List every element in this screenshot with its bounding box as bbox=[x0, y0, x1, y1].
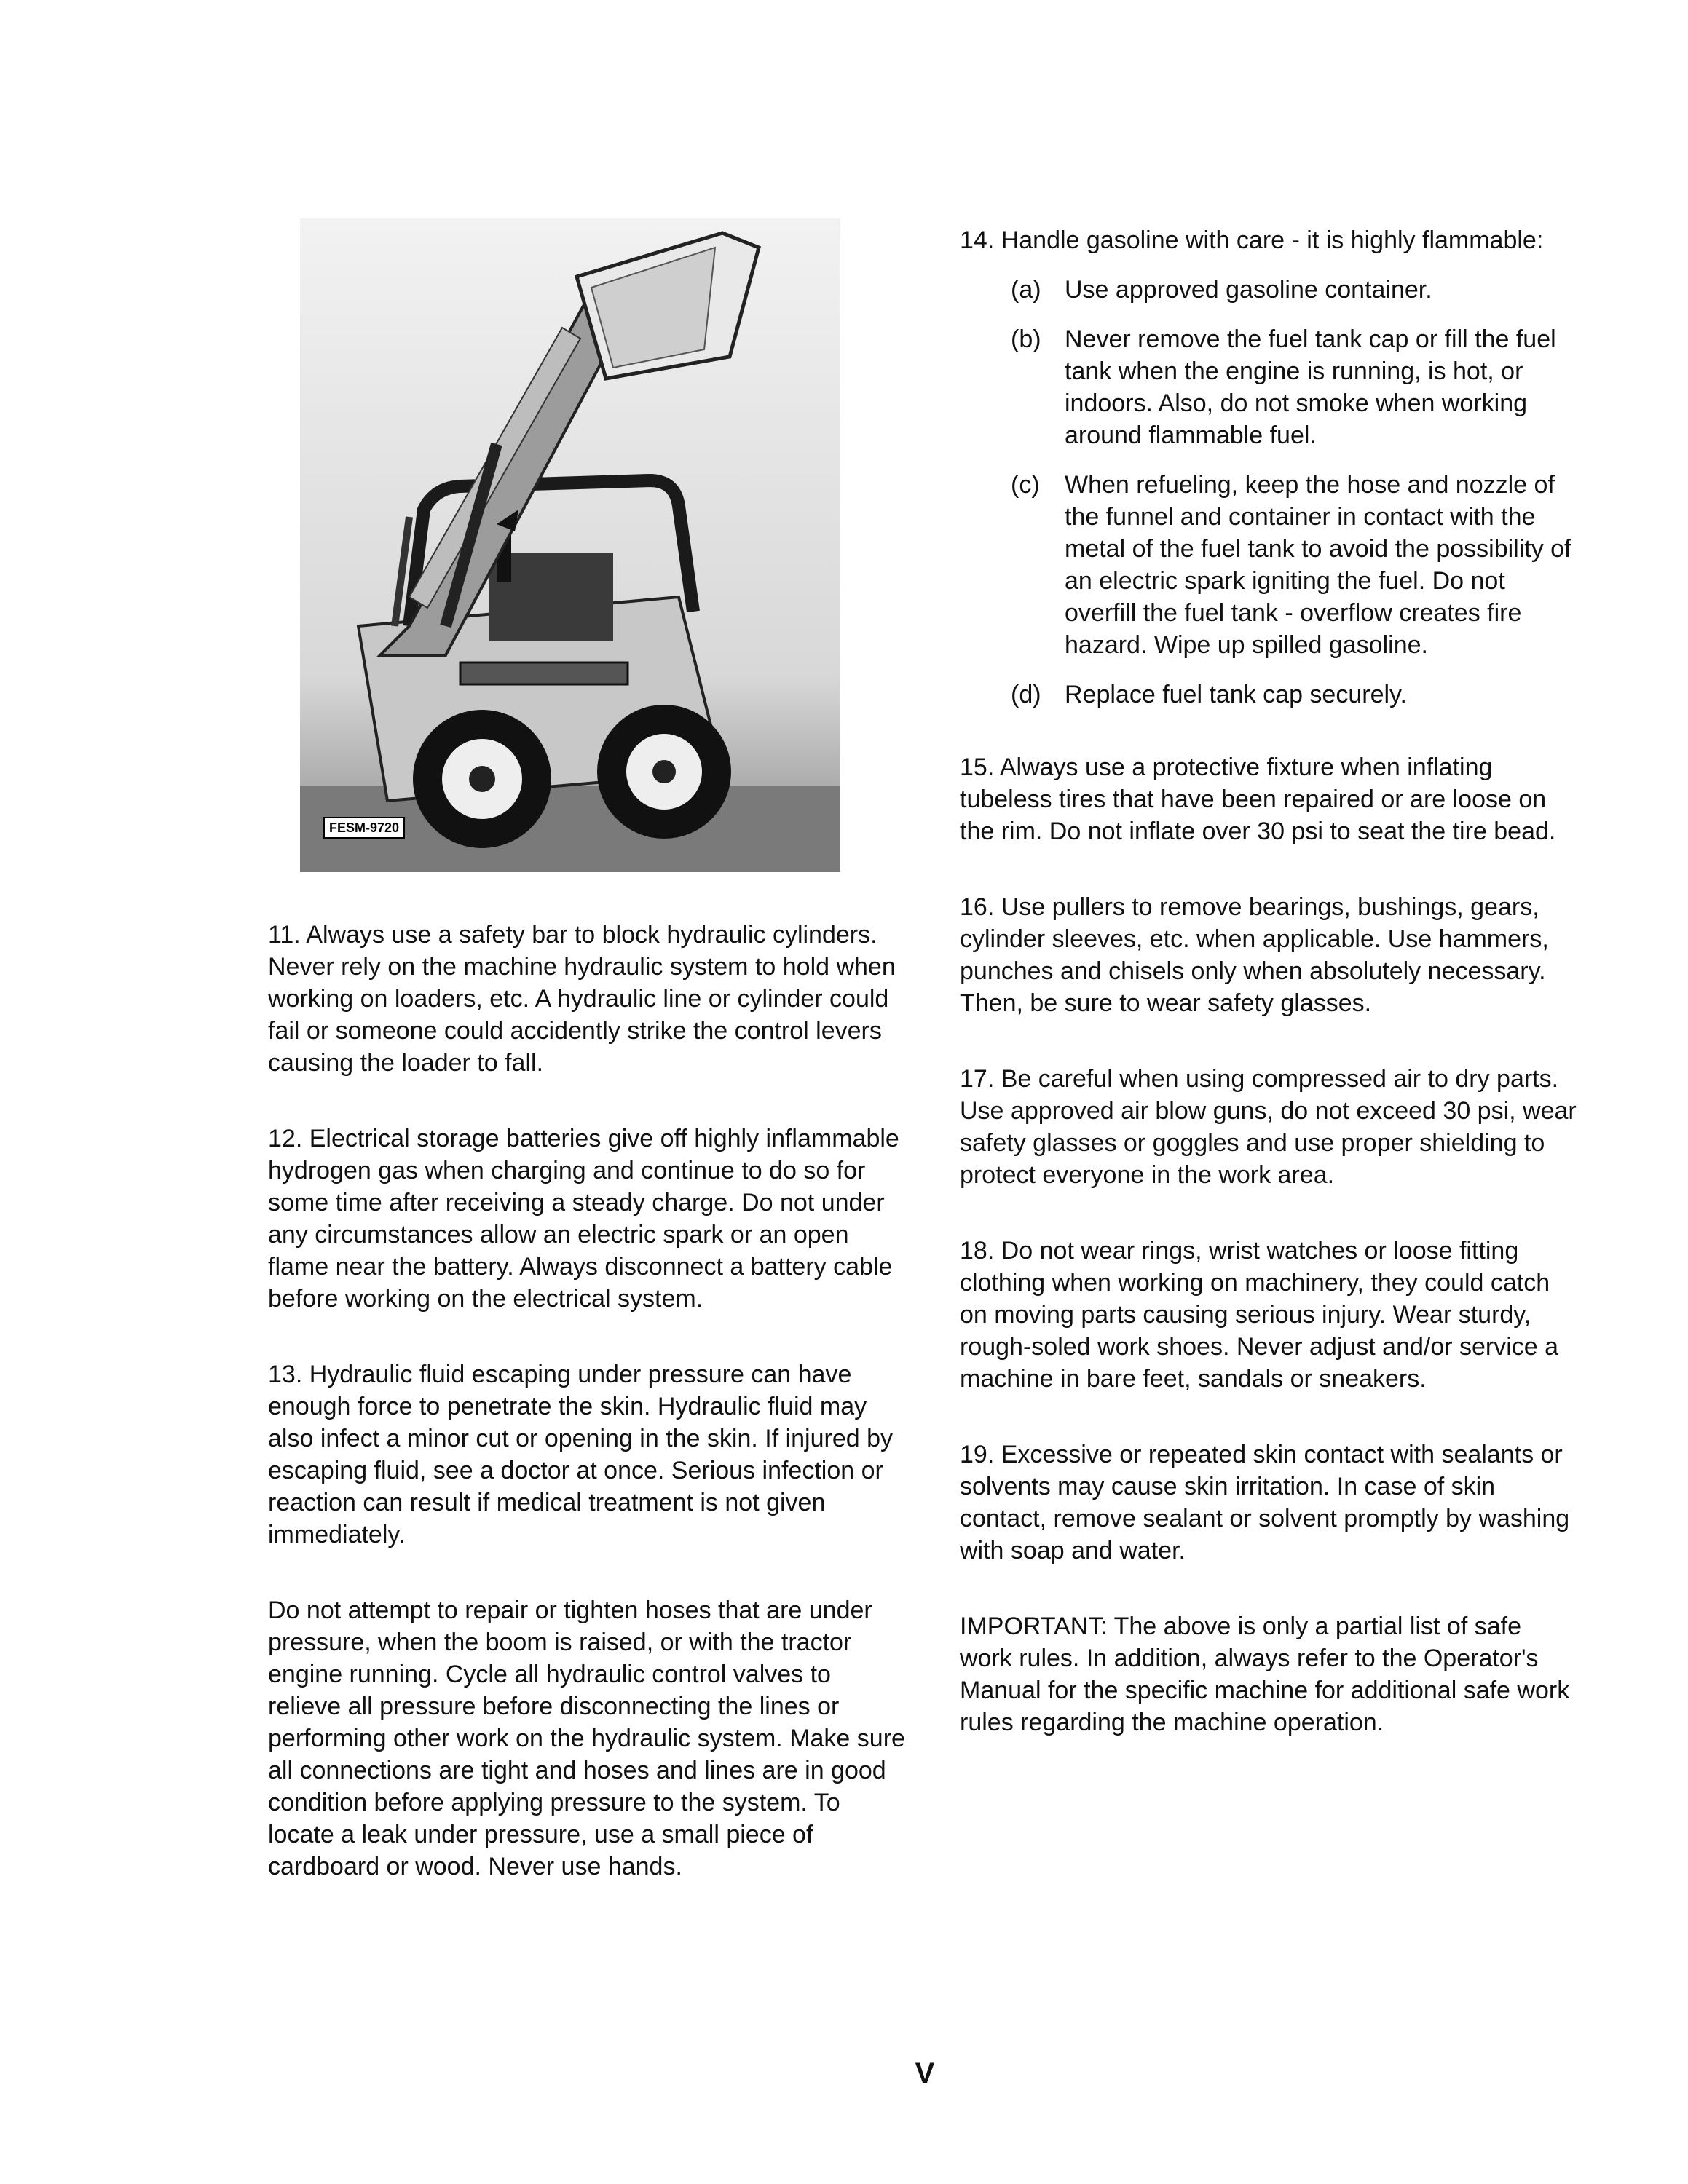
figure-label: FESM-9720 bbox=[323, 817, 405, 839]
rule-14-subitem bbox=[1011, 678, 1579, 711]
skid-steer-loader-illustration bbox=[300, 218, 840, 872]
important-note: IMPORTANT: The above is only a partial list of safe work rules. In addition, always refer to the Operator's Manual for the specific machine for additional safe work rules regarding the machine operation. bbox=[960, 1613, 1570, 1736]
rule-13: 13. Hydraulic fluid escaping under pressure can have enough force to penetrate the skin. Hydraulic fluid may also infect a minor cut or opening in the skin. If injured by escaping fluid, see a doctor at once. Serious infection or reaction can result if medical treatment is not given immediately. bbox=[268, 1361, 894, 1548]
left-column bbox=[268, 919, 909, 1926]
rule-14-subitem bbox=[1011, 469, 1579, 661]
rule-12: 12. Electrical storage batteries give off highly inflammable hydrogen gas when charging and continue to do so for some time after receiving a steady charge. Do not under any circumstances allow an electric spark or an open flame near the battery. Always disconnect a battery cable before working on the electrical system. bbox=[268, 1125, 899, 1313]
rule-17: 17. Be careful when using compressed air to dry parts. Use approved air blow guns, do not exceed 30 psi, wear safety glasses or goggles and use proper shielding to protect everyone in the work area. bbox=[960, 1065, 1577, 1189]
page-number: V bbox=[915, 2057, 935, 2089]
subitem-letter: (a) bbox=[1011, 276, 1041, 304]
subitem-text: Never remove the fuel tank cap or fill the fuel tank when the engine is running, is hot, or indoors. Also, do not smoke when working around flammable fuel. bbox=[1065, 325, 1556, 449]
rule-14-subitems bbox=[960, 274, 1579, 711]
rule-19: 19. Excessive or repeated skin contact with sealants or solvents may cause skin irritation. In case of skin contact, remove sealant or solvent promptly by washing with soap and water. bbox=[960, 1441, 1570, 1564]
loader-photo bbox=[300, 218, 840, 872]
rule-14-subitem bbox=[1011, 323, 1579, 451]
subitem-letter: (d) bbox=[1011, 681, 1041, 708]
rule-14-intro: 14. Handle gasoline with care - it is highly flammable: bbox=[960, 226, 1544, 254]
subitem-text: When refueling, keep the hose and nozzle of the funnel and container in contact with the metal of the fuel tank to avoid the possibility of an electric spark igniting the fuel. Do not overfill the fuel tank - overflow creates fire hazard. Wipe up spilled gasoline. bbox=[1065, 471, 1571, 659]
subitem-text: Replace fuel tank cap securely. bbox=[1065, 681, 1407, 708]
right-column bbox=[960, 224, 1579, 1782]
subitem-letter: (c) bbox=[1011, 471, 1040, 499]
rule-13-hoses: Do not attempt to repair or tighten hoses that are under pressure, when the boom is raised, or with the tractor engine running. Cycle all hydraulic control valves to relieve all pressure before disconnecting the lines or performing other work on the hydraulic system. Make sure all connections are tight and hoses and lines are in good condition before applying pressure to the system. To locate a leak under pressure, use a small piece of cardboard or wood. Never use hands. bbox=[268, 1597, 905, 1880]
rule-11: 11. Always use a safety bar to block hydraulic cylinders. Never rely on the machine hydraulic system to hold when working on loaders, etc. A hydraulic line or cylinder could fail or someone could accidently strike the control levers causing the loader to fall. bbox=[268, 921, 896, 1077]
subitem-text: Use approved gasoline container. bbox=[1065, 276, 1432, 304]
rule-15: 15. Always use a protective fixture when inflating tubeless tires that have been repaired or are loose on the rim. Do not inflate over 30 psi to seat the tire bead. bbox=[960, 753, 1556, 845]
rule-18: 18. Do not wear rings, wrist watches or loose fitting clothing when working on machinery, they could catch on moving parts causing serious injury. Wear sturdy, rough-soled work shoes. Never adjust and/or service a machine in bare feet, sandals or sneakers. bbox=[960, 1237, 1559, 1393]
rule-16: 16. Use pullers to remove bearings, bushings, gears, cylinder sleeves, etc. when applicable. Use hammers, punches and chisels only when absolutely necessary. Then, be sure to wear safety glasses. bbox=[960, 893, 1549, 1017]
rule-14-subitem bbox=[1011, 274, 1579, 306]
subitem-letter: (b) bbox=[1011, 325, 1041, 353]
